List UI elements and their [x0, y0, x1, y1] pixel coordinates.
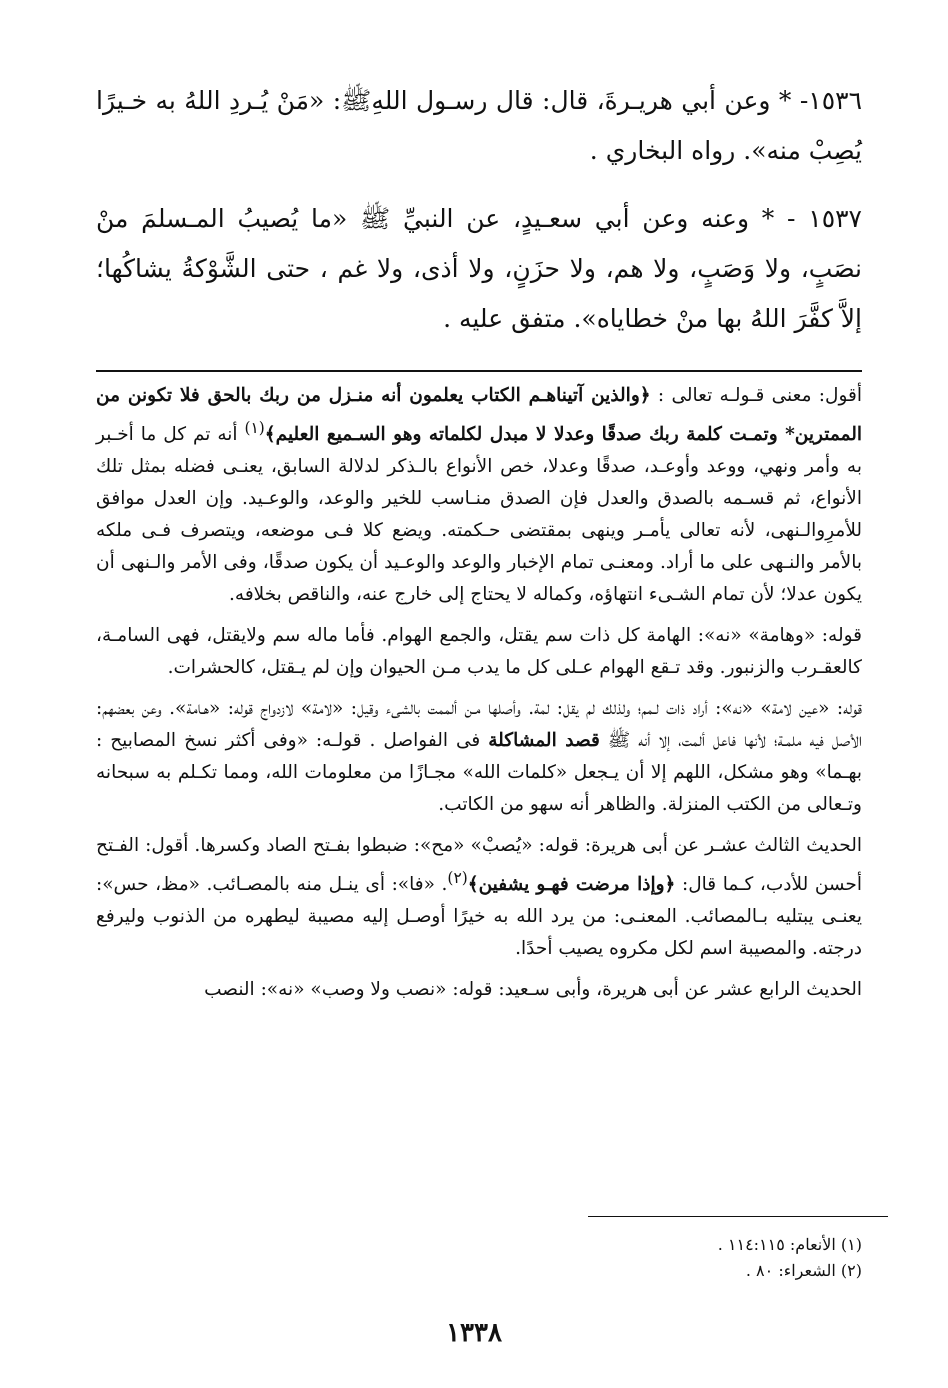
- hadith-text: * وعن أبي هريـرةَ، قال: قال رسـول اللهِﷺ: «مَنْ يُـردِ اللهُ به خـيرًا يُصِبْ منه». رواه البخاري .: [96, 86, 862, 165]
- commentary-paragraph: [96, 693, 862, 821]
- hadith-1536: [96, 76, 862, 176]
- emphasis-text: قصد المشاكلة: [488, 730, 600, 752]
- hadith-1537: [96, 194, 862, 344]
- hadith-number: ١٥٣٧ -: [787, 204, 862, 233]
- footnote: (٢) الشعراء: ٨٠ .: [745, 1261, 862, 1280]
- page-number: ١٣٣٨: [446, 1318, 502, 1348]
- footnote-divider: [588, 1216, 888, 1217]
- commentary: [96, 380, 862, 1015]
- commentary-paragraph: [96, 974, 862, 1006]
- footnote-marker: (٢): [447, 869, 468, 888]
- footnote-marker: (١): [244, 419, 265, 437]
- commentary-lead: قوله: «عين لامة» «نه»: أراد ذات لـمم؛ ولذلك لم يقل: لمة. وأصلها مـن ألممت بالشىء وقيل: «لامة» لازدواج قوله: «هـامة». وعن بعضهم: الأصل فيه ملمـة؛ لأنها فاعل ألمت، إلا أنه ﷺ: [96, 698, 862, 752]
- commentary-lead: الحديث الثالث عشـر عن أبى هريرة: قوله: «يُصبْ» «مح»: ضبطوا بفـتح الصاد وكسرها. أقول: الفـتح أحسن للأدب، كـما قال:: [96, 835, 862, 896]
- footnotes: [462, 1232, 862, 1284]
- hadith-text: * وعنه وعن أبي سعـيدٍ، عن النبيِّ ﷺ «ما يُصيبُ المـسلمَ منْ نصَبٍ، ولا وَصَبٍ، ولا هم، ولا حزَنٍ، ولا أذى، ولا غم ، حتى الشَّوْكةُ يشاكُها؛ إلاَّ كفَّرَ اللهُ بها منْ خطاياه». متفق عليه .: [96, 204, 862, 333]
- commentary-text: الحديث الرابع عشر عن أبى هريرة، وأبى سـعيد: قوله: «نصب ولا وصب» «نه»: النصب: [204, 979, 862, 1001]
- commentary-text: أنه تم كل ما أخـبر به وأمر ونهي، ووعد وأوعـد، صدقًا وعدلا، خص الأنواع بالـذكر لدلالة السابق، يعنـى فضله بمثل تلك الأنواع، ثم قسـمه بالصدق والعدل فإن الصدق منـاسب للخير والوعد، والوعـيد. وإن العدل موافق للأمرِوالـنهى، لأنه تعالى يأمـر وينهى بمقتضى حـكمته. ويضع كلا فـى موضعه، ويتصرف فـى ملكه بالأمر والنـهى على ما أراد. ومعنـى تمام الإخبار والوعد والوعـيد أن يكون صدقًا، وفى الأمر والـنهى أن يكون عدلا؛ لأن تمام الشـىء انتهاؤه، وكماله لا يحتاج إلى خارج عنه، والناقص بخلافه.: [96, 424, 862, 606]
- commentary-paragraph: [96, 620, 862, 684]
- commentary-text: قوله: «وهامة» «نه»: الهامة كل ذات سم يقتل، والجمع الهوام. فأما ماله سم ولايقتل، فهى السامـة، كالعقـرب والزنبور. وقد تـقع الهوام عـلى كل ما يدب مـن الحيوان وإن لم يـقتل، كالحشرات.: [96, 625, 862, 679]
- commentary-text: . «فا»: أى ينـل منه بالمصـائب. «مظ، حس»: يعنـى يبتليه بـالمصائب. المعنـى: من يرد الله به خيرًا أوصـل إليه مصيبة ليطهره من الذنوب وليرفع درجته. والمصيبة اسم لكل مكروه يصيب أحدًا.: [96, 874, 862, 960]
- section-divider: [96, 370, 862, 372]
- commentary-paragraph: [96, 830, 862, 965]
- footnote: (١) الأنعام: ١١٤:١١٥ .: [717, 1235, 862, 1254]
- quran-quote: ﴿وإذا مرضت فهـو يشفين﴾: [467, 874, 676, 896]
- commentary-text: فى الفواصل . قولـه: «وفى أكثر نسخ المصابيح : بهـما» وهو مشكل، اللهم إلا أن يـجعل «كلمات الله» مجـازًا من معلومات الله، ومما تكـلم به سبحانه وتـعالى من الكتب المنزلة. والظاهر أنه سهو من الكاتب.: [96, 730, 862, 816]
- commentary-paragraph: [96, 380, 862, 611]
- quran-quote: ﴿والذين آتيناهـم الكتاب يعلمون أنه منـزل من ربك بالحق فلا تكونن من الممترين* وتمـت كلمة ربك صدقًا وعدلا لا مبدل لكلماته وهو السـميع العليم﴾: [96, 385, 862, 446]
- hadith-number: ١٥٣٦-: [799, 86, 862, 115]
- commentary-lead: أقول: معنى قـولـه تعالى :: [650, 385, 863, 406]
